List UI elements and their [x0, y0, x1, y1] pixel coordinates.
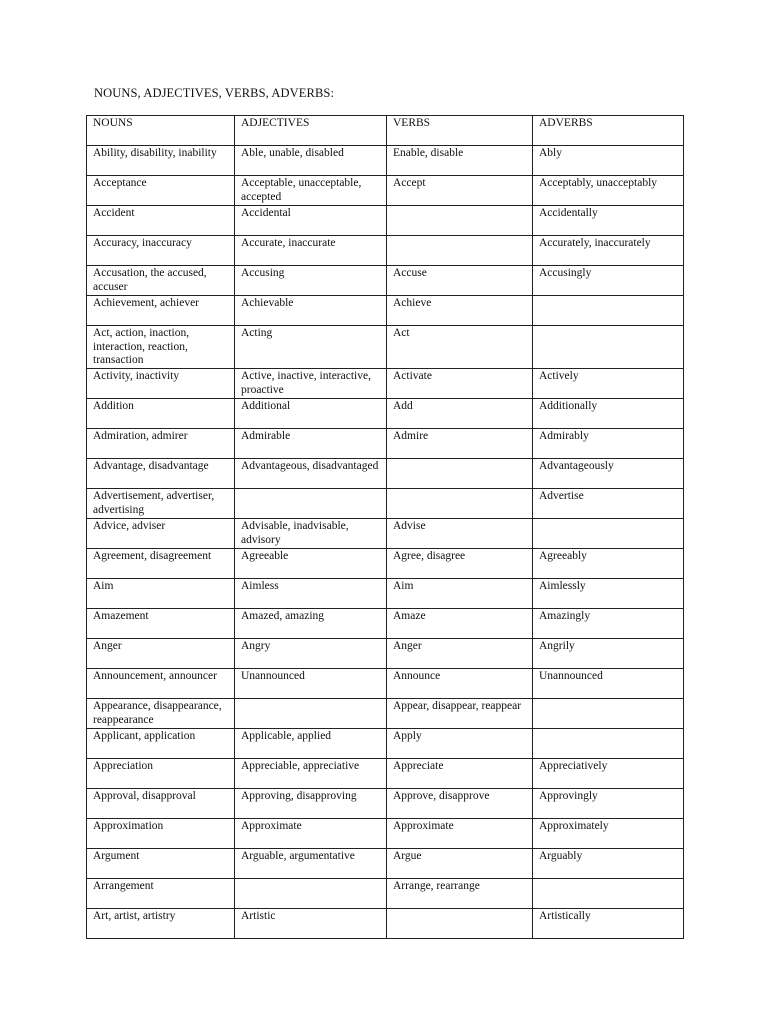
- adverb-cell: Ably: [533, 146, 684, 176]
- adverb-cell: Appreciatively: [533, 759, 684, 789]
- verb-cell: Act: [387, 326, 533, 369]
- adjective-cell: Accurate, inaccurate: [235, 236, 387, 266]
- table-row: [87, 489, 684, 519]
- adverb-cell: [533, 879, 684, 909]
- verb-cell: Approximate: [387, 819, 533, 849]
- noun-cell: Appearance, disappearance, reappearance: [87, 699, 235, 729]
- adjective-cell: Accusing: [235, 266, 387, 296]
- table-row: [87, 266, 684, 296]
- adverb-cell: Approvingly: [533, 789, 684, 819]
- table-row: [87, 879, 684, 909]
- noun-cell: Announcement, announcer: [87, 669, 235, 699]
- noun-cell: Admiration, admirer: [87, 429, 235, 459]
- document-title: NOUNS, ADJECTIVES, VERBS, ADVERBS:: [94, 86, 335, 100]
- noun-cell: Accusation, the accused, accuser: [87, 266, 235, 296]
- adjective-cell: Acceptable, unacceptable, accepted: [235, 176, 387, 206]
- adjective-cell: [235, 879, 387, 909]
- noun-cell: Aim: [87, 579, 235, 609]
- adjective-cell: Advisable, inadvisable, advisory: [235, 519, 387, 549]
- noun-cell: Art, artist, artistry: [87, 909, 235, 939]
- verb-cell: [387, 489, 533, 519]
- adverb-cell: Advantageously: [533, 459, 684, 489]
- adjective-cell: Approving, disapproving: [235, 789, 387, 819]
- table-row: [87, 206, 684, 236]
- adjective-cell: Angry: [235, 639, 387, 669]
- adjective-cell: [235, 489, 387, 519]
- verb-cell: Appreciate: [387, 759, 533, 789]
- adverb-cell: Accidentally: [533, 206, 684, 236]
- adjective-cell: Agreeable: [235, 549, 387, 579]
- table-row: [87, 236, 684, 266]
- table-row: [87, 669, 684, 699]
- noun-cell: Appreciation: [87, 759, 235, 789]
- table-row: [87, 519, 684, 549]
- verb-cell: Argue: [387, 849, 533, 879]
- noun-cell: Agreement, disagreement: [87, 549, 235, 579]
- verb-cell: Amaze: [387, 609, 533, 639]
- verb-cell: Enable, disable: [387, 146, 533, 176]
- noun-cell: Anger: [87, 639, 235, 669]
- table-row: [87, 789, 684, 819]
- verb-cell: [387, 459, 533, 489]
- adjective-cell: Able, unable, disabled: [235, 146, 387, 176]
- adverb-cell: Acceptably, unacceptably: [533, 176, 684, 206]
- adjective-cell: Amazed, amazing: [235, 609, 387, 639]
- noun-cell: Arrangement: [87, 879, 235, 909]
- adverb-cell: Additionally: [533, 399, 684, 429]
- table-row: [87, 296, 684, 326]
- adverb-cell: Advertise: [533, 489, 684, 519]
- verb-cell: Activate: [387, 369, 533, 399]
- verb-cell: Accuse: [387, 266, 533, 296]
- adjective-cell: Approximate: [235, 819, 387, 849]
- table-row: [87, 909, 684, 939]
- verb-cell: Appear, disappear, reappear: [387, 699, 533, 729]
- verb-cell: Aim: [387, 579, 533, 609]
- adverb-cell: Amazingly: [533, 609, 684, 639]
- noun-cell: Advantage, disadvantage: [87, 459, 235, 489]
- header-adverbs: ADVERBS: [533, 116, 684, 146]
- table-body: [87, 146, 684, 939]
- table-row: [87, 729, 684, 759]
- verb-cell: Add: [387, 399, 533, 429]
- word-forms-table: [86, 115, 684, 939]
- noun-cell: Applicant, application: [87, 729, 235, 759]
- adverb-cell: Approximately: [533, 819, 684, 849]
- noun-cell: Activity, inactivity: [87, 369, 235, 399]
- adjective-cell: Advantageous, disadvantaged: [235, 459, 387, 489]
- verb-cell: Agree, disagree: [387, 549, 533, 579]
- verb-cell: Advise: [387, 519, 533, 549]
- verb-cell: Admire: [387, 429, 533, 459]
- adjective-cell: Applicable, applied: [235, 729, 387, 759]
- adverb-cell: Agreeably: [533, 549, 684, 579]
- table-row: [87, 699, 684, 729]
- adverb-cell: Aimlessly: [533, 579, 684, 609]
- table-row: [87, 399, 684, 429]
- adverb-cell: Admirably: [533, 429, 684, 459]
- verb-cell: Anger: [387, 639, 533, 669]
- adjective-cell: Active, inactive, interactive, proactive: [235, 369, 387, 399]
- noun-cell: Argument: [87, 849, 235, 879]
- noun-cell: Accident: [87, 206, 235, 236]
- adjective-cell: Unannounced: [235, 669, 387, 699]
- noun-cell: Approximation: [87, 819, 235, 849]
- header-adjectives: ADJECTIVES: [235, 116, 387, 146]
- table-row: [87, 326, 684, 369]
- noun-cell: Amazement: [87, 609, 235, 639]
- table-row: [87, 369, 684, 399]
- noun-cell: Ability, disability, inability: [87, 146, 235, 176]
- adjective-cell: [235, 699, 387, 729]
- table-row: [87, 819, 684, 849]
- verb-cell: Arrange, rearrange: [387, 879, 533, 909]
- adverb-cell: Accurately, inaccurately: [533, 236, 684, 266]
- adverb-cell: Artistically: [533, 909, 684, 939]
- adverb-cell: Angrily: [533, 639, 684, 669]
- adjective-cell: Acting: [235, 326, 387, 369]
- adverb-cell: [533, 326, 684, 369]
- noun-cell: Acceptance: [87, 176, 235, 206]
- table-row: [87, 146, 684, 176]
- table-row: [87, 176, 684, 206]
- adjective-cell: Accidental: [235, 206, 387, 236]
- table-row: [87, 609, 684, 639]
- verb-cell: [387, 206, 533, 236]
- header-nouns: NOUNS: [87, 116, 235, 146]
- verb-cell: Announce: [387, 669, 533, 699]
- noun-cell: Addition: [87, 399, 235, 429]
- verb-cell: Accept: [387, 176, 533, 206]
- adverb-cell: Accusingly: [533, 266, 684, 296]
- table-row: [87, 459, 684, 489]
- adjective-cell: Admirable: [235, 429, 387, 459]
- adverb-cell: Actively: [533, 369, 684, 399]
- adjective-cell: Arguable, argumentative: [235, 849, 387, 879]
- table-row: [87, 549, 684, 579]
- noun-cell: Achievement, achiever: [87, 296, 235, 326]
- verb-cell: [387, 236, 533, 266]
- adverb-cell: [533, 699, 684, 729]
- adverb-cell: [533, 296, 684, 326]
- adjective-cell: Artistic: [235, 909, 387, 939]
- table-row: [87, 639, 684, 669]
- noun-cell: Advertisement, advertiser, advertising: [87, 489, 235, 519]
- noun-cell: Accuracy, inaccuracy: [87, 236, 235, 266]
- table-row: [87, 759, 684, 789]
- header-verbs: VERBS: [387, 116, 533, 146]
- adjective-cell: Additional: [235, 399, 387, 429]
- noun-cell: Approval, disapproval: [87, 789, 235, 819]
- table-header-row: [87, 116, 684, 146]
- adjective-cell: Appreciable, appreciative: [235, 759, 387, 789]
- noun-cell: Advice, adviser: [87, 519, 235, 549]
- adverb-cell: Unannounced: [533, 669, 684, 699]
- verb-cell: Apply: [387, 729, 533, 759]
- adjective-cell: Achievable: [235, 296, 387, 326]
- noun-cell: Act, action, inaction, interaction, reaction, transaction: [87, 326, 235, 369]
- verb-cell: Achieve: [387, 296, 533, 326]
- adverb-cell: Arguably: [533, 849, 684, 879]
- verb-cell: Approve, disapprove: [387, 789, 533, 819]
- adverb-cell: [533, 729, 684, 759]
- table-row: [87, 849, 684, 879]
- adverb-cell: [533, 519, 684, 549]
- adjective-cell: Aimless: [235, 579, 387, 609]
- table-row: [87, 429, 684, 459]
- verb-cell: [387, 909, 533, 939]
- table-row: [87, 579, 684, 609]
